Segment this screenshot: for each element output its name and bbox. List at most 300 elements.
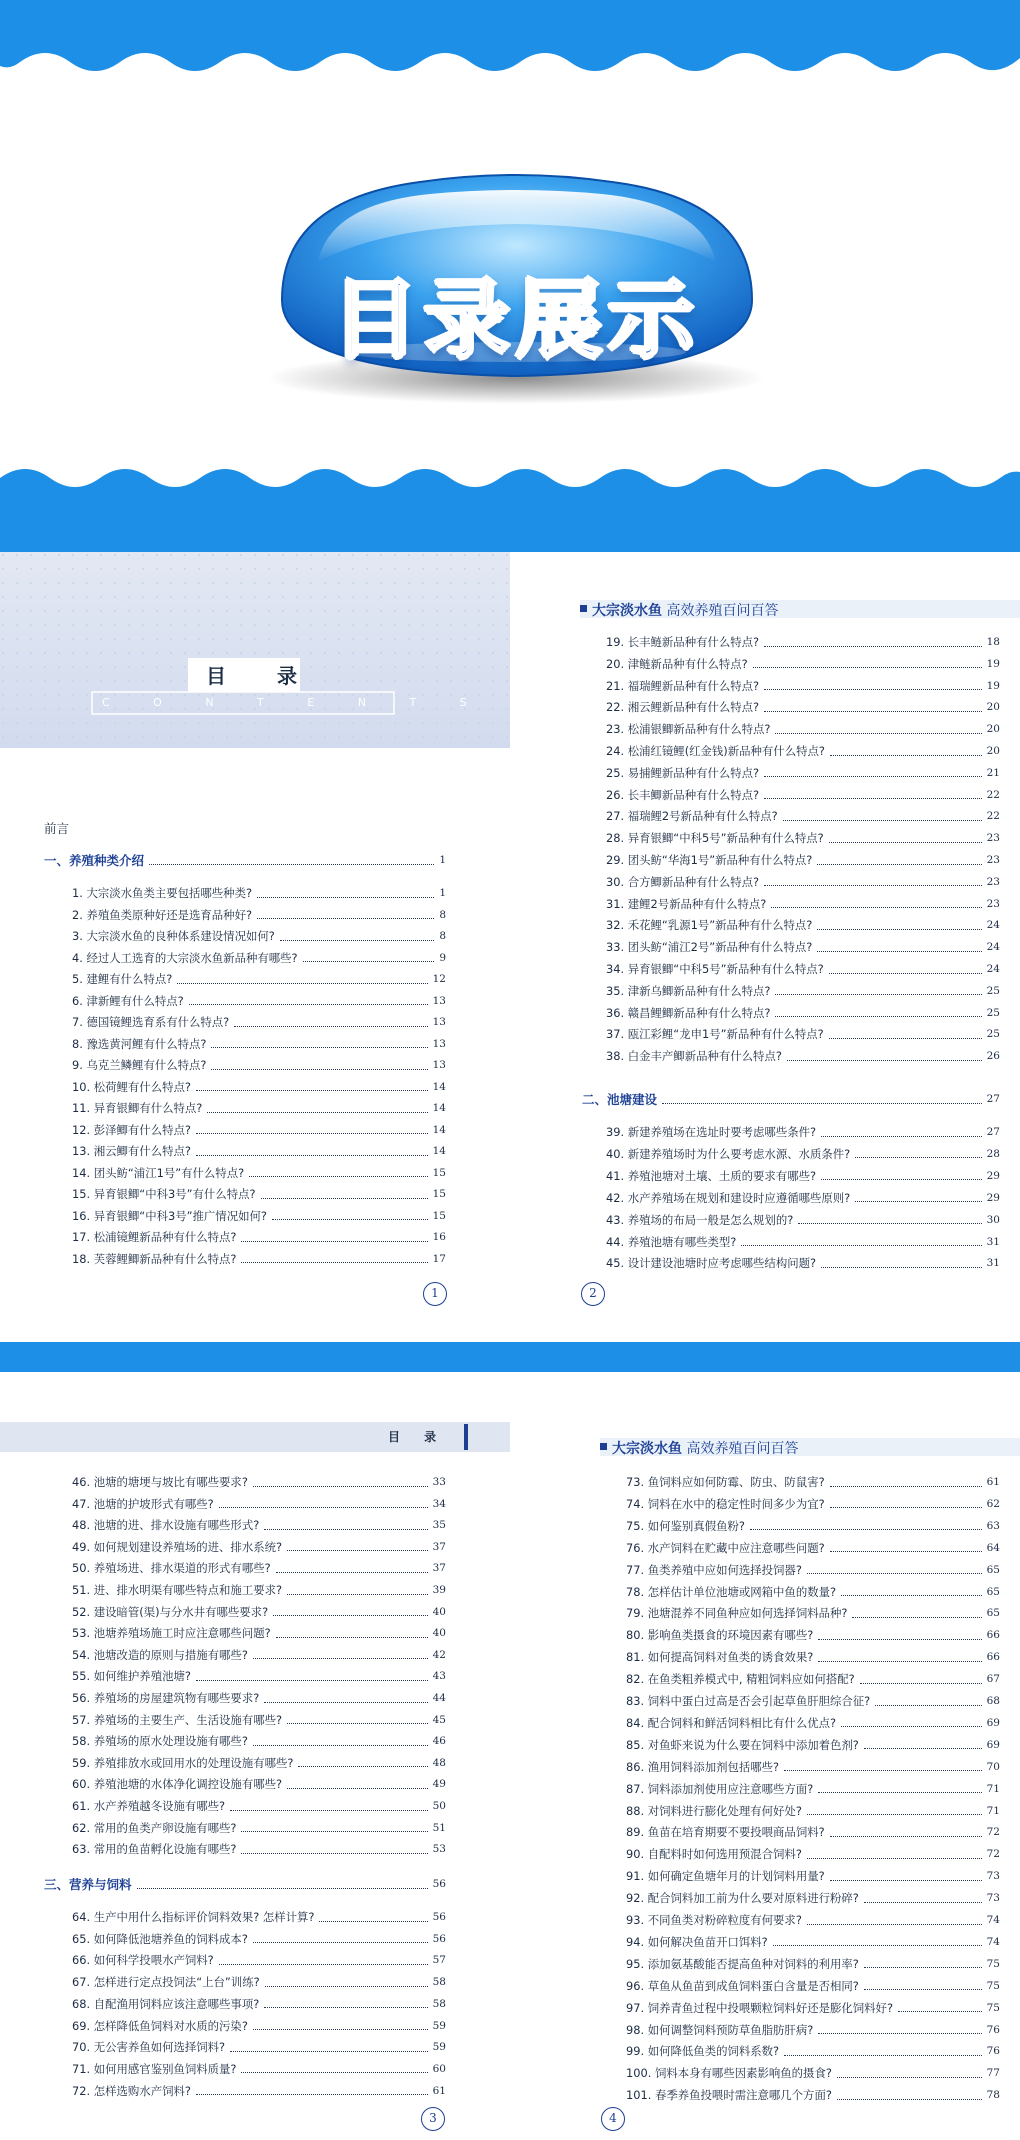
toc-chapter-2[interactable] xyxy=(582,1088,1000,1110)
toc-entry-page: 65 xyxy=(986,1563,1000,1576)
toc-entry[interactable] xyxy=(626,1801,1000,1821)
toc-entry[interactable] xyxy=(606,719,1000,739)
toc-entry[interactable] xyxy=(626,2085,1000,2105)
toc-entry-title: 25. 易捕鲤新品种有什么特点? xyxy=(606,765,760,780)
toc-entry[interactable] xyxy=(606,632,1000,652)
toc-entry-title: 24. 松浦红镜鲤(红金钱)新品种有什么特点? xyxy=(606,744,825,758)
toc-entry[interactable] xyxy=(626,2041,1000,2061)
toc-entry-page: 75 xyxy=(986,2001,1000,2014)
dot-leader xyxy=(253,1942,428,1943)
toc-entry-title: 20. 津鲢新品种有什么特点? xyxy=(606,656,748,671)
toc-entry-page: 45 xyxy=(432,1713,446,1726)
toc-entry-title: 11. 异育银鲫有什么特点? xyxy=(72,1101,203,1115)
toc-entry-page: 39 xyxy=(432,1584,446,1596)
toc-entry[interactable] xyxy=(626,1998,1000,2018)
toc-entry-title: 38. 白金丰产鲫新品种有什么特点? xyxy=(606,1049,782,1064)
toc-entry-page: 59 xyxy=(432,2019,446,2032)
toc-entry-title: 71. 如何用感官鉴别鱼饲料质量? xyxy=(72,2061,237,2076)
header-square-icon xyxy=(600,1443,607,1450)
toc-entry[interactable] xyxy=(72,1580,446,1600)
toc-entry-title: 90. 自配料时如何选用预混合饲料? xyxy=(626,1847,802,1862)
dot-leader xyxy=(257,897,434,898)
toc-entry-page: 13 xyxy=(432,1016,446,1028)
dot-leader xyxy=(211,1069,427,1070)
toc-entry[interactable] xyxy=(626,1538,1000,1558)
toc-entry-page: 1 xyxy=(439,887,446,899)
toc-entry-title: 69. 怎样降低鱼饲料对水质的污染? xyxy=(72,2018,248,2033)
toc-entry-title: 51. 进、排水明渠有哪些特点和施工要求? xyxy=(72,1583,283,1597)
toc-entry-page: 9 xyxy=(439,951,446,964)
toc-entry[interactable] xyxy=(626,1582,1000,1602)
toc-entry[interactable] xyxy=(626,1910,1000,1930)
toc-entry[interactable] xyxy=(606,806,1000,826)
toc-entry[interactable] xyxy=(72,1141,446,1161)
toc-entry-title: 45. 设计建设池塘时应考虑哪些结构问题? xyxy=(606,1256,817,1271)
toc-entry-title: 18. 芙蓉鲤鲫新品种有什么特点? xyxy=(72,1251,237,1266)
toc-entry-title: 54. 池塘改造的原则与措施有哪些? xyxy=(72,1647,248,1662)
toc-entry[interactable] xyxy=(626,1866,1000,1886)
toc-entry[interactable] xyxy=(626,1822,1000,1842)
dot-leader xyxy=(276,1572,428,1573)
toc-entry-page: 31 xyxy=(986,1257,1000,1270)
toc-entry[interactable] xyxy=(72,1929,446,1949)
toc-entry[interactable] xyxy=(72,1227,446,1247)
dot-leader xyxy=(860,1683,982,1684)
toc-entry-page: 12 xyxy=(432,973,446,985)
toc-entry[interactable] xyxy=(626,1844,1000,1864)
dot-leader xyxy=(287,1723,428,1724)
toc-entry[interactable] xyxy=(626,1888,1000,1908)
book-subtitle: 高效养殖百问百答 xyxy=(686,1441,799,1457)
toc-entry[interactable] xyxy=(606,654,1000,674)
toc-entry-page: 73 xyxy=(986,1870,1000,1883)
toc-entry-page: 37 xyxy=(432,1540,446,1553)
dot-leader xyxy=(771,907,981,908)
toc-entry-page: 49 xyxy=(432,1778,446,1791)
toc-entry[interactable] xyxy=(72,1034,446,1054)
toc-entry-page: 37 xyxy=(432,1562,446,1575)
toc-entry-title: 56. 养殖场的房屋建筑物有哪些要求? xyxy=(72,1691,260,1705)
toc-page-3 xyxy=(0,1372,510,2140)
toc-entry[interactable] xyxy=(606,915,1000,935)
toc-entry-page: 25 xyxy=(986,984,1000,997)
dot-leader xyxy=(829,842,982,843)
dot-leader xyxy=(273,1615,427,1616)
toc-entry[interactable] xyxy=(626,1647,1000,1667)
toc-entry-title: 59. 养殖排放水或回用水的处理设施有哪些? xyxy=(72,1755,294,1770)
toc-entry[interactable] xyxy=(72,1163,446,1183)
running-head: 目 录 xyxy=(388,1430,447,1444)
toc-entry-page: 20 xyxy=(986,701,1000,714)
dot-leader xyxy=(864,1748,982,1749)
dot-leader xyxy=(852,1617,981,1618)
toc-entry[interactable] xyxy=(606,697,1000,717)
dot-leader xyxy=(253,1658,428,1659)
dot-leader xyxy=(177,983,427,984)
toc-entry-title: 96. 草鱼从鱼苗到成鱼饲料蛋白含量是否相同? xyxy=(626,1978,859,1993)
toc-entry[interactable] xyxy=(72,948,446,968)
dot-leader xyxy=(764,798,982,799)
toc-entry-title: 15. 异育银鲫“中科3号”有什么特点? xyxy=(72,1187,256,1201)
toc-entry[interactable] xyxy=(606,1188,1000,1208)
toc-entry[interactable] xyxy=(606,741,1000,761)
chapter-page: 27 xyxy=(986,1093,1000,1105)
dot-leader xyxy=(818,1661,981,1662)
toc-entry-title: 76. 水产饲料在贮藏中应注意哪些问题? xyxy=(626,1540,825,1555)
toc-entry[interactable] xyxy=(606,1122,1000,1142)
toc-entry[interactable] xyxy=(72,1666,446,1686)
dot-leader xyxy=(821,1136,982,1137)
toc-entry-page: 35 xyxy=(432,1519,446,1532)
toc-entry[interactable] xyxy=(606,785,1000,805)
toc-entry-page: 13 xyxy=(432,994,446,1007)
header-square-icon xyxy=(580,605,587,612)
dot-leader xyxy=(265,1986,428,1987)
toc-entry-page: 20 xyxy=(986,745,1000,757)
toc-entry-page: 75 xyxy=(986,1957,1000,1970)
toc-entry-page: 30 xyxy=(986,1213,1000,1226)
toc-entry[interactable] xyxy=(606,1210,1000,1230)
dot-leader xyxy=(821,1267,982,1268)
toc-entry[interactable] xyxy=(72,1731,446,1751)
toc-entry-title: 53. 池塘养殖场施工时应注意哪些问题? xyxy=(72,1626,271,1641)
toc-entry-title: 85. 对鱼虾来说为什么要在饲料中添加着色剂? xyxy=(626,1737,859,1752)
toc-entry-title: 40. 新建养殖场时为什么要考虑水源、水质条件? xyxy=(606,1146,851,1161)
toc-page-2 xyxy=(528,552,1020,1312)
toc-entry-title: 39. 新建养殖场在选址时要考虑哪些条件? xyxy=(606,1125,817,1139)
toc-entry[interactable] xyxy=(626,1669,1000,1689)
dot-leader xyxy=(287,1550,428,1551)
toc-entry-page: 22 xyxy=(986,788,1000,801)
dot-leader xyxy=(775,733,981,734)
toc-entry-page: 64 xyxy=(986,1541,1000,1554)
toc-entry-page: 62 xyxy=(986,1497,1000,1510)
dot-leader xyxy=(807,1924,982,1925)
toc-entry[interactable] xyxy=(606,763,1000,783)
banner-title: 目录展示 xyxy=(332,270,700,370)
toc-entry[interactable] xyxy=(626,1625,1000,1645)
dot-leader xyxy=(257,918,434,919)
toc-entry[interactable] xyxy=(72,883,446,903)
toc-entry-title: 26. 长丰鲫新品种有什么特点? xyxy=(606,787,760,802)
toc-entry-page: 67 xyxy=(986,1673,1000,1686)
toc-entry-page: 63 xyxy=(986,1519,1000,1532)
toc-entry[interactable] xyxy=(72,1994,446,2014)
toc-entry-page: 61 xyxy=(432,2084,446,2097)
toc-entry[interactable] xyxy=(72,926,446,946)
toc-entry[interactable] xyxy=(72,1950,446,1970)
toc-chapter-3[interactable] xyxy=(44,1873,446,1895)
toc-entry[interactable] xyxy=(72,1098,446,1118)
toc-entry[interactable] xyxy=(626,1713,1000,1733)
toc-entry-title: 9. 乌克兰鳞鲤有什么特点? xyxy=(72,1058,207,1072)
toc-entry-title: 43. 养殖场的布局一般是怎么规划的? xyxy=(606,1212,794,1227)
dot-leader xyxy=(264,2007,427,2008)
toc-entry-title: 89. 鱼苗在培育期要不要投喂商品饲料? xyxy=(626,1825,825,1840)
toc-entry[interactable] xyxy=(606,828,1000,848)
dot-leader xyxy=(829,1038,982,1039)
toc-entry[interactable] xyxy=(72,1774,446,1794)
toc-entry-title: 98. 如何调整饲料预防草鱼脂肪肝病? xyxy=(626,2022,814,2037)
toc-entry-title: 93. 不同鱼类对粉碎粒度有何要求? xyxy=(626,1913,802,1927)
toc-entry-page: 48 xyxy=(432,1756,446,1769)
toc-entry[interactable] xyxy=(72,1494,446,1514)
toc-entry-title: 52. 建设暗管(渠)与分水井有哪些要求? xyxy=(72,1604,269,1619)
toc-entry-page: 16 xyxy=(432,1231,446,1243)
toc-entry-page: 70 xyxy=(986,1760,1000,1773)
toc-entry-title: 70. 无公害养鱼如何选择饲料? xyxy=(72,2040,226,2055)
toc-entry-title: 29. 团头鲂“华海1号”新品种有什么特点? xyxy=(606,853,813,867)
toc-entry-page: 19 xyxy=(986,657,1000,670)
dot-leader xyxy=(855,1157,981,1158)
dot-leader xyxy=(841,1595,982,1596)
dot-leader xyxy=(775,994,981,995)
toc-entry-title: 12. 彭泽鲫有什么特点? xyxy=(72,1122,191,1137)
dot-leader xyxy=(784,1770,982,1771)
dot-leader xyxy=(253,2029,428,2030)
book-subtitle: 高效养殖百问百答 xyxy=(666,603,779,619)
toc-entry[interactable] xyxy=(72,2081,446,2101)
preface-entry[interactable]: 前言 xyxy=(44,821,70,836)
toc-entry-page: 68 xyxy=(986,1695,1000,1707)
toc-entry-title: 83. 饲料中蛋白过高是否会引起草鱼肝胆综合征? xyxy=(626,1694,871,1708)
toc-entry[interactable] xyxy=(626,1560,1000,1580)
toc-entry-title: 77. 鱼类养殖中应如何选择投饲器? xyxy=(626,1562,802,1577)
toc-entry-page: 14 xyxy=(432,1123,446,1136)
toc-entry-title: 8. 豫选黄河鲤有什么特点? xyxy=(72,1036,207,1051)
dot-leader xyxy=(319,1921,427,1922)
toc-entry-title: 81. 如何提高饲料对鱼类的诱食效果? xyxy=(626,1650,814,1665)
toc-entry-title: 91. 如何确定鱼塘年月的计划饲料用量? xyxy=(626,1869,825,1884)
toc-entry[interactable] xyxy=(72,1249,446,1269)
toc-entry[interactable] xyxy=(606,1046,1000,1066)
dot-leader xyxy=(775,1016,981,1017)
toc-entry[interactable] xyxy=(606,850,1000,870)
toc-entry-title: 1. 大宗淡水鱼类主要包括哪些种类? xyxy=(72,886,253,900)
toc-entry[interactable] xyxy=(626,2063,1000,2083)
toc-entry-title: 5. 建鲤有什么特点? xyxy=(72,972,173,986)
toc-entry-title: 37. 瓯江彩鲤“龙申1号”新品种有什么特点? xyxy=(606,1027,824,1042)
dot-leader xyxy=(230,2051,428,2052)
toc-entry-title: 3. 大宗淡水鱼的良种体系建设情况如何? xyxy=(72,929,275,943)
page-number: 1 xyxy=(423,1282,447,1306)
toc-entry-page: 23 xyxy=(986,854,1000,866)
toc-entry-page: 17 xyxy=(432,1252,446,1265)
toc-entry-page: 24 xyxy=(986,941,1000,954)
dot-leader xyxy=(764,885,982,886)
toc-entry-title: 17. 松浦镜鲤新品种有什么特点? xyxy=(72,1230,237,1244)
toc-entry[interactable] xyxy=(626,1494,1000,1514)
toc-entry[interactable] xyxy=(626,1472,1000,1492)
toc-entry[interactable] xyxy=(606,676,1000,696)
toc-entry[interactable] xyxy=(626,1779,1000,1799)
toc-entry[interactable] xyxy=(72,1688,446,1708)
dot-leader xyxy=(764,646,982,647)
toc-entry-title: 61. 水产养殖越冬设施有哪些? xyxy=(72,1799,226,1813)
toc-entry-page: 71 xyxy=(986,1782,1000,1795)
dot-leader xyxy=(741,1245,981,1246)
dot-leader xyxy=(241,1831,427,1832)
toc-entry-page: 60 xyxy=(432,2062,446,2075)
dot-leader xyxy=(196,1090,428,1091)
dot-leader xyxy=(272,1219,428,1220)
dot-leader xyxy=(241,1241,427,1242)
dot-leader xyxy=(753,667,982,668)
toc-entry-page: 71 xyxy=(986,1804,1000,1817)
dot-leader xyxy=(875,1705,981,1706)
dot-leader xyxy=(764,711,982,712)
dot-leader xyxy=(830,1551,982,1552)
toc-entry-page: 40 xyxy=(432,1605,446,1618)
toc-entry[interactable] xyxy=(626,1691,1000,1711)
toc-entry[interactable] xyxy=(72,2016,446,2036)
dot-leader xyxy=(211,1047,427,1048)
toc-entry[interactable] xyxy=(72,1515,446,1535)
toc-entry[interactable] xyxy=(72,1907,446,1927)
dot-leader xyxy=(234,1026,427,1027)
toc-entry-page: 65 xyxy=(986,1607,1000,1620)
dot-leader xyxy=(207,1112,427,1113)
toc-entry[interactable] xyxy=(72,1818,446,1838)
dot-leader xyxy=(764,776,982,777)
dot-leader xyxy=(837,2077,982,2078)
toc-entry-page: 72 xyxy=(986,1826,1000,1839)
toc-entry[interactable] xyxy=(626,1735,1000,1755)
chapter-page: 1 xyxy=(439,854,446,866)
toc-entry-page: 29 xyxy=(986,1169,1000,1182)
dot-leader xyxy=(864,1967,982,1968)
toc-entry[interactable] xyxy=(72,1558,446,1578)
toc-entry[interactable] xyxy=(606,981,1000,1001)
toc-entry-page: 58 xyxy=(432,1976,446,1989)
toc-entry[interactable] xyxy=(606,894,1000,914)
toc-entry[interactable] xyxy=(72,1645,446,1665)
toc-entry-title: 80. 影响鱼类摄食的环境因素有哪些? xyxy=(626,1628,814,1643)
toc-entry[interactable] xyxy=(606,937,1000,957)
toc-entry[interactable] xyxy=(72,1602,446,1622)
toc-entry[interactable] xyxy=(626,1976,1000,1996)
toc-entry-page: 14 xyxy=(432,1080,446,1093)
toc-entry[interactable] xyxy=(606,872,1000,892)
toc-entry-page: 26 xyxy=(986,1050,1000,1063)
toc-entry[interactable] xyxy=(72,1796,446,1816)
book-series: 大宗淡水鱼 xyxy=(592,603,662,619)
toc-entry-page: 69 xyxy=(986,1738,1000,1751)
toc-entry-title: 86. 渔用饲料添加剂包括哪些? xyxy=(626,1759,780,1774)
toc-entry[interactable] xyxy=(72,1184,446,1204)
toc-entry-page: 66 xyxy=(986,1629,1000,1642)
toc-entry[interactable] xyxy=(626,2020,1000,2040)
toc-entry[interactable] xyxy=(72,1839,446,1859)
toc-entry[interactable] xyxy=(606,1253,1000,1273)
toc-entry-page: 33 xyxy=(432,1476,446,1488)
toc-entry[interactable] xyxy=(72,1077,446,1097)
toc-heading-en: C O N T E N T S xyxy=(102,696,487,709)
dot-leader xyxy=(196,1155,428,1156)
toc-entry[interactable] xyxy=(72,1055,446,1075)
dot-leader xyxy=(773,1945,982,1946)
dot-leader xyxy=(830,1836,982,1837)
toc-chapter-1[interactable] xyxy=(44,849,446,871)
toc-entry-page: 46 xyxy=(432,1735,446,1748)
toc-entry-page: 31 xyxy=(986,1235,1000,1248)
toc-entry[interactable] xyxy=(72,991,446,1011)
toc-entry[interactable] xyxy=(626,1603,1000,1623)
dot-leader xyxy=(817,951,981,952)
toc-entry[interactable] xyxy=(72,1623,446,1643)
toc-entry-title: 30. 合方鲫新品种有什么特点? xyxy=(606,874,760,889)
toc-entry[interactable] xyxy=(606,959,1000,979)
toc-entry-title: 63. 常用的鱼苗孵化设施有哪些? xyxy=(72,1842,237,1857)
toc-entry[interactable] xyxy=(606,1166,1000,1186)
toc-entry-title: 13. 湘云鲫有什么特点? xyxy=(72,1144,191,1158)
toc-entry-title: 7. 德国镜鲤选育系有什么特点? xyxy=(72,1015,230,1029)
toc-entry[interactable] xyxy=(626,1932,1000,1952)
toc-entry[interactable] xyxy=(72,2059,446,2079)
toc-entry[interactable] xyxy=(72,1972,446,1992)
dot-leader xyxy=(253,1486,428,1487)
toc-entry[interactable] xyxy=(72,1206,446,1226)
toc-entry[interactable] xyxy=(72,1012,446,1032)
toc-entry-page: 74 xyxy=(986,1914,1000,1926)
toc-entry[interactable] xyxy=(72,1710,446,1730)
toc-entry[interactable] xyxy=(72,2037,446,2057)
toc-entry[interactable] xyxy=(72,1472,446,1492)
toc-entry[interactable] xyxy=(72,905,446,925)
toc-entry[interactable] xyxy=(606,1003,1000,1023)
toc-entry[interactable] xyxy=(72,1753,446,1773)
dot-leader xyxy=(807,1814,982,1815)
dot-leader xyxy=(830,1486,982,1487)
dot-leader xyxy=(837,2099,982,2100)
toc-entry-title: 34. 异育银鲫“中科5号”新品种有什么特点? xyxy=(606,962,824,976)
toc-entry[interactable] xyxy=(606,1024,1000,1044)
toc-entry[interactable] xyxy=(626,1954,1000,1974)
dot-leader xyxy=(855,1201,981,1202)
toc-entry[interactable] xyxy=(606,1232,1000,1252)
dot-leader xyxy=(196,1680,428,1681)
toc-entry-title: 14. 团头鲂“浦江1号”有什么特点? xyxy=(72,1165,245,1180)
toc-entry-title: 74. 饲料在水中的稳定性时间多少为宜? xyxy=(626,1496,825,1511)
dot-leader xyxy=(807,1573,982,1574)
book-series: 大宗淡水鱼 xyxy=(612,1441,682,1457)
chapter-label: 二、池塘建设 xyxy=(582,1092,658,1107)
dot-leader xyxy=(276,1637,428,1638)
toc-entry[interactable] xyxy=(606,1144,1000,1164)
dot-leader xyxy=(818,1792,981,1793)
toc-entry[interactable] xyxy=(626,1757,1000,1777)
toc-entry[interactable] xyxy=(72,1120,446,1140)
toc-entry-page: 24 xyxy=(986,963,1000,975)
dot-leader xyxy=(287,1594,428,1595)
toc-entry[interactable] xyxy=(72,1537,446,1557)
toc-entry-page: 43 xyxy=(432,1670,446,1683)
dot-leader xyxy=(764,689,982,690)
toc-entry-title: 6. 津新鲤有什么特点? xyxy=(72,993,184,1008)
toc-entry-page: 14 xyxy=(432,1145,446,1157)
toc-entry[interactable] xyxy=(626,1516,1000,1536)
spread-divider xyxy=(0,1342,1020,1372)
toc-entry-page: 19 xyxy=(986,679,1000,692)
toc-entry-title: 84. 配合饲料和鲜活饲料相比有什么优点? xyxy=(626,1715,837,1730)
toc-entry-title: 66. 如何科学投喂水产饲料? xyxy=(72,1953,214,1968)
toc-entry-page: 25 xyxy=(986,1028,1000,1041)
toc-entry-title: 79. 池塘混养不同鱼种应如何选择饲料品种? xyxy=(626,1606,848,1621)
toc-entry-page: 61 xyxy=(986,1476,1000,1488)
dot-leader xyxy=(817,864,981,865)
toc-entry[interactable] xyxy=(72,969,446,989)
toc-entry-page: 22 xyxy=(986,810,1000,823)
